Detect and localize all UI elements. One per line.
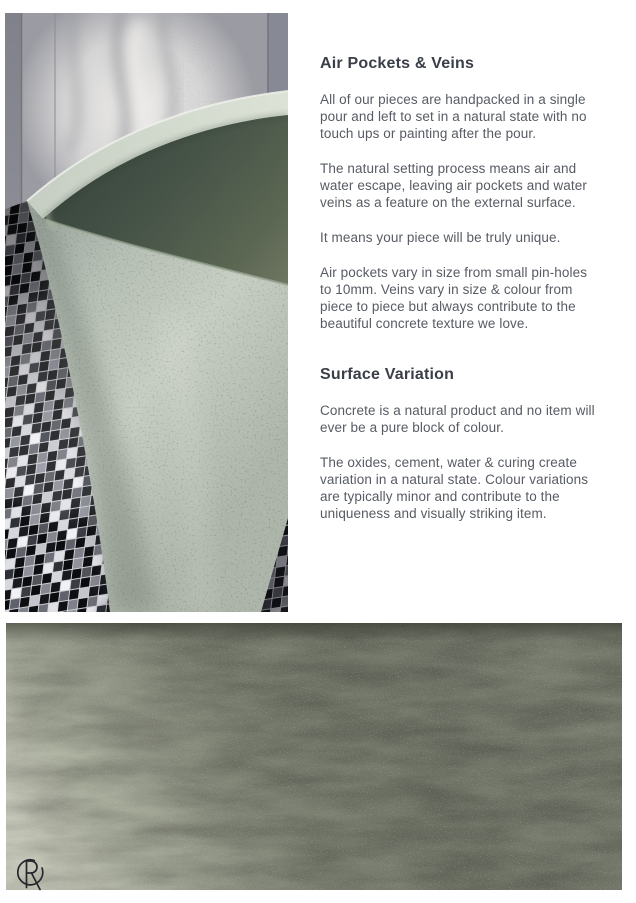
paragraph-pinholes: Air pockets vary in size from small pin-holes to 10mm. Veins vary in size & colour from piece to piece but always contribute to the beautiful concrete texture we love.	[320, 265, 588, 331]
paragraph-natural-setting: The natural setting process means air and water escape, leaving air pockets and water veins as a feature on the external surface.	[320, 161, 587, 210]
paragraph-handpacked: All of our pieces are handpacked in a single pour and left to set in a natural state with no touch ups or painting after the pour.	[320, 92, 587, 141]
paragraph-natural-product: Concrete is a natural product and no item will ever be a pure block of colour.	[320, 403, 595, 435]
basin-photo	[5, 13, 288, 612]
brand-logo	[15, 855, 49, 895]
paragraph-oxides: The oxides, cement, water & curing create variation in a natural state. Colour variations are typically minor and contribute to the uniqueness and visually striking item.	[320, 455, 589, 521]
basin-photo-graphic	[5, 13, 288, 612]
text-column	[320, 55, 598, 540]
paragraph-unique: It means your piece will be truly unique.	[320, 230, 561, 245]
cr-monogram-icon	[15, 855, 49, 895]
section-heading-air-pockets: Air Pockets & Veins	[320, 55, 475, 72]
concrete-texture-photo	[6, 623, 622, 890]
concrete-texture-graphic	[6, 623, 622, 890]
section-heading-surface-variation: Surface Variation	[320, 366, 455, 383]
